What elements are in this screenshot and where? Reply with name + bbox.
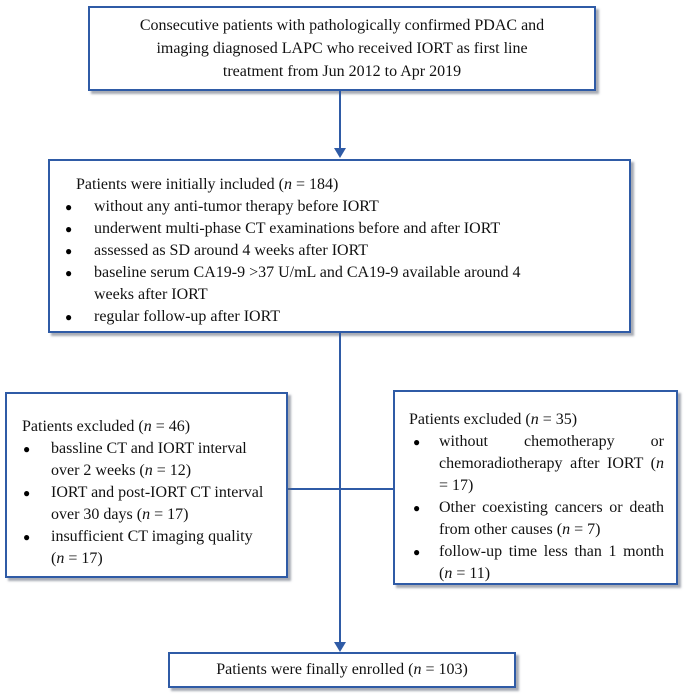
excluded-left-bullet-item xyxy=(7,482,286,526)
included-bullet-item xyxy=(50,262,629,306)
eligibility-line-2: imaging diagnosed LAPC who received IORT as first line xyxy=(156,40,528,57)
bullet-icon: ● xyxy=(413,501,421,515)
excluded-left-bullet-text: insufficient CT imaging quality (n = 17) xyxy=(51,528,253,567)
included-bullet-item xyxy=(50,240,629,262)
eligibility-line-1: Consecutive patients with pathologically confirmed PDAC and xyxy=(139,17,545,34)
bullet-icon: ● xyxy=(23,486,31,500)
excluded-left-bullet-item xyxy=(7,526,286,570)
box-excluded-right xyxy=(393,390,678,585)
excluded-left-bullet-item xyxy=(7,438,286,482)
included-title: Patients were initially included (n = 184) xyxy=(76,176,339,193)
included-bullet-text: regular follow-up after IORT xyxy=(94,308,281,325)
box-finally-enrolled xyxy=(168,652,516,688)
included-bullet-item xyxy=(50,306,629,328)
included-bullet-item xyxy=(50,218,629,240)
bullet-icon: ● xyxy=(65,244,73,258)
included-bullet-text: underwent multi-phase CT examinations before and after IORT xyxy=(94,220,501,237)
bullet-icon: ● xyxy=(65,222,73,236)
bullet-icon: ● xyxy=(65,266,73,280)
excluded-right-bullet-text: follow-up time less than 1 month (n = 11) xyxy=(439,543,664,582)
connector-top-vertical-line xyxy=(339,91,341,148)
bullet-icon: ● xyxy=(413,435,421,449)
excluded-right-bullet-item xyxy=(395,431,676,497)
bullet-icon: ● xyxy=(23,530,31,544)
included-bullet-item xyxy=(50,196,629,218)
excluded-left-title: Patients excluded (n = 46) xyxy=(22,418,191,435)
box-initially-included xyxy=(48,159,631,333)
arrow-down-icon xyxy=(334,642,346,652)
box-eligibility xyxy=(88,6,596,91)
connector-horizontal-line xyxy=(288,488,393,490)
bullet-icon: ● xyxy=(65,310,73,324)
excluded-right-bullet-text: without chemotherapy or chemoradiotherapy after IORT (n = 17) xyxy=(439,433,664,494)
bullet-icon: ● xyxy=(413,545,421,559)
enrolled-text: Patients were finally enrolled (n = 103) xyxy=(216,661,468,678)
excluded-right-bullet-item xyxy=(395,497,676,541)
included-bullet-text: baseline serum CA19-9 >37 U/mL and CA19-9 available around 4 weeks after IORT xyxy=(94,264,521,303)
bullet-icon: ● xyxy=(23,442,31,456)
arrow-down-icon xyxy=(334,148,346,158)
box-excluded-left xyxy=(5,392,288,578)
eligibility-line-3: treatment from Jun 2012 to Apr 2019 xyxy=(222,63,462,80)
excluded-right-bullet-text: Other coexisting cancers or death from other causes (n = 7) xyxy=(439,499,664,538)
included-bullet-text: without any anti-tumor therapy before IORT xyxy=(94,198,379,215)
excluded-right-title: Patients excluded (n = 35) xyxy=(409,411,578,428)
bullet-icon: ● xyxy=(65,200,73,214)
excluded-left-bullet-text: bassline CT and IORT interval over 2 weeks (n = 12) xyxy=(51,440,247,479)
excluded-right-bullet-item xyxy=(395,541,676,585)
excluded-left-bullet-text: IORT and post-IORT CT interval over 30 days (n = 17) xyxy=(51,484,264,523)
included-bullet-text: assessed as SD around 4 weeks after IORT xyxy=(94,242,369,259)
